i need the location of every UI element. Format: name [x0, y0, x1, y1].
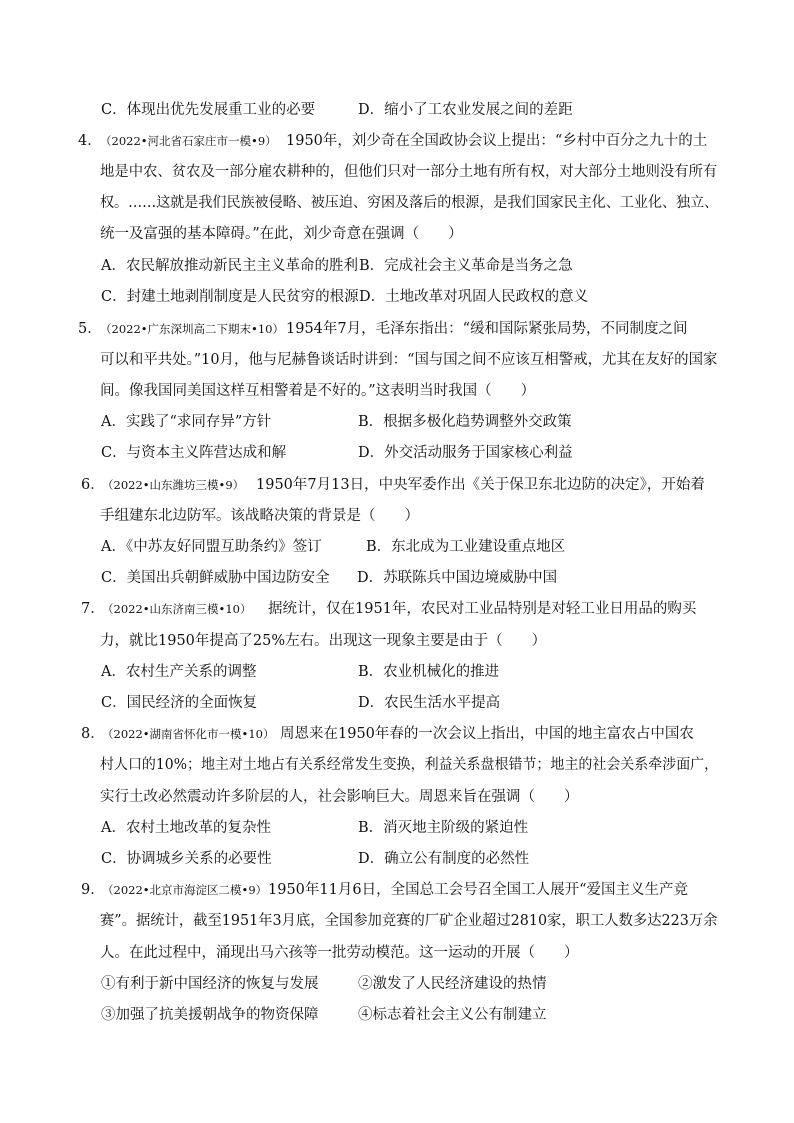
q6-options-ab [0, 536, 794, 558]
q4-source: （2022•河北省石家庄市一模•9） [100, 134, 277, 148]
q9-statement-3: ③加强了抗美援朝战争的物资保障 [101, 1007, 319, 1023]
q9-number: 9． [81, 882, 105, 898]
q6-stem-text-2: 手组建东北边防军。该战略决策的背景是（ ） [100, 508, 419, 524]
q9-statement-1: ①有利于新中国经济的恢复与发展 [101, 976, 319, 992]
q5-options-ab [0, 411, 794, 433]
q7-source: （2022•山东济南三模•10） [102, 602, 252, 616]
q3-option-d: D．缩小了工农业发展之间的差距 [358, 102, 573, 118]
q4-option-b: B．完成社会主义革命是当务之急 [359, 258, 573, 274]
q6-number: 6． [81, 477, 105, 493]
q9-stem-line-2 [0, 910, 794, 932]
q4-option-a: A．农民解放推动新民主主义革命的胜利 [101, 258, 358, 274]
q4-stem-text-3: 权。……这就是我们民族被侵略、被压迫、穷困及落后的根源，是我们国家民主化、工业化、独立、 [100, 195, 719, 211]
q5-option-d: D．外交活动服务于国家核心利益 [358, 445, 573, 461]
q8-stem-text-2: 村人口的10%；地主对土地占有关系经常发生变换，利益关系盘根错节；地主的社会关系牵涉面广， [100, 757, 719, 773]
q5-option-b: B．根据多极化趋势调整外交政策 [358, 414, 572, 430]
q9-statement-4: ④标志着社会主义公有制建立 [358, 1007, 547, 1023]
q7-option-c: C．国民经济的全面恢复 [101, 695, 258, 711]
q3-option-c: C．体现出优先发展重工业的必要 [101, 102, 316, 118]
q4-stem-text-4: 统一及富强的基本障碍。”在此，刘少奇意在强调（ ） [100, 226, 463, 242]
q5-stem-text-1: 1954年7月，毛泽东指出：“缓和国际紧张局势，不同制度之间 [286, 321, 688, 337]
q8-stem-text-1: 周恩来在1950年春的一次会议上指出，中国的地主富农占中国农 [280, 726, 694, 742]
q4-option-d: D．土地改革对巩固人民政权的意义 [359, 289, 589, 305]
q5-stem-text-2: 可以和平共处。”10月，他与尼赫鲁谈话时讲到：“国与国之间不应该互相警戒，尤其在友好的国家 [100, 352, 718, 368]
q4-stem-text-2: 地是中农、贫农及一部分雇农耕种的，但他们只对一部分土地有所有权，对大部分土地则没有所有 [100, 164, 718, 180]
q5-number: 5． [78, 321, 102, 337]
q7-stem-text-1: 据统计，仅在1951年，农民对工业品特别是对轻工业日用品的购买 [268, 601, 697, 617]
q8-options-cd [0, 848, 794, 870]
q8-stem-line-3 [0, 786, 794, 808]
q3-options-cd [0, 99, 794, 121]
q8-option-d: D．确立公有制度的必然性 [358, 851, 530, 867]
q4-number: 4． [78, 133, 102, 149]
q7-stem-line-1 [0, 598, 794, 620]
q5-stem-line-2 [0, 349, 794, 371]
q7-stem-text-2: 力，就比1950年提高了25%左右。出现这一现象主要是由于（ ） [100, 633, 547, 649]
q7-option-a: A．农村生产关系的调整 [101, 664, 257, 680]
q4-stem-line-2 [0, 161, 794, 183]
q9-source: （2022•北京市海淀区二模•9） [102, 883, 268, 897]
q8-options-ab [0, 817, 794, 839]
q8-option-b: B．消灭地主阶级的紧迫性 [358, 820, 529, 836]
q5-stem-line-1 [0, 318, 794, 340]
q5-source: （2022•广东深圳高二下期末•10） [100, 322, 284, 336]
q7-option-d: D．农民生活水平提高 [358, 695, 501, 711]
q7-options-cd [0, 692, 794, 714]
q7-stem-line-2 [0, 630, 794, 652]
q8-stem-line-2 [0, 754, 794, 776]
q8-number: 8． [81, 726, 105, 742]
q4-stem-line-4 [0, 223, 794, 245]
q7-options-ab [0, 661, 794, 683]
q4-stem-text-1: 1950年，刘少奇在全国政协会议上提出：“乡村中百分之九十的土 [286, 133, 708, 149]
q7-option-b: B．农业机械化的推进 [358, 664, 500, 680]
q5-option-a: A．实践了“求同存异”方针 [101, 414, 272, 430]
q9-stem-line-1 [0, 879, 794, 901]
q6-option-b: B．东北成为工业建设重点地区 [366, 539, 566, 555]
q9-stem-text-2: 赛”。据统计，截至1951年3月底，全国参加竞赛的厂矿企业超过2810家，职工人数多达223万余 [100, 913, 718, 929]
q8-option-c: C．协调城乡关系的必要性 [101, 851, 272, 867]
q5-options-cd [0, 442, 794, 464]
q6-option-c: C．美国出兵朝鲜威胁中国边防安全 [101, 570, 330, 586]
q6-stem-line-1 [0, 474, 794, 496]
q9-statements-12 [0, 973, 794, 995]
q6-option-d: D．苏联陈兵中国边境威胁中国 [357, 570, 558, 586]
q5-stem-text-3: 间。像我国同美国这样互相警着是不好的。”这表明当时我国（ ） [100, 383, 536, 399]
q9-stem-text-3: 人。在此过程中，涌现出马六孩等一批劳动模范。这一运动的开展（ ） [100, 945, 579, 961]
q4-stem-line-3 [0, 192, 794, 214]
q4-option-c: C．封建土地剥削制度是人民贫穷的根源 [101, 289, 359, 305]
q4-options-cd [0, 286, 794, 308]
q9-statements-34 [0, 1004, 794, 1026]
q8-stem-text-3: 实行土改必然震动许多阶层的人，社会影响巨大。周恩来旨在强调（ ） [100, 789, 579, 805]
q6-options-cd [0, 567, 794, 589]
q9-stem-text-1: 1950年11月6日，全国总工会号召全国工人展开“爱国主义生产竞 [268, 882, 688, 898]
q6-stem-line-2 [0, 505, 794, 527]
q5-stem-line-3 [0, 380, 794, 402]
q5-option-c: C．与资本主义阵营达成和解 [101, 445, 287, 461]
q6-stem-text-1: 1950年7月13日，中央军委作出《关于保卫东北边防的决定》，开始着 [256, 477, 705, 493]
q8-stem-line-1 [0, 723, 794, 745]
q9-statement-2: ②激发了人民经济建设的热情 [358, 976, 547, 992]
q8-source: （2022•湖南省怀化市一模•10） [102, 727, 275, 741]
q6-option-a: A．《中苏友好同盟互助条约》签订 [101, 539, 322, 555]
q6-source: （2022•山东潍坊三模•9） [102, 478, 245, 492]
q8-option-a: A．农村土地改革的复杂性 [101, 820, 271, 836]
q9-stem-line-3 [0, 942, 794, 964]
q4-options-ab [0, 255, 794, 277]
q7-number: 7． [81, 601, 105, 617]
q4-stem-line-1 [0, 130, 794, 152]
